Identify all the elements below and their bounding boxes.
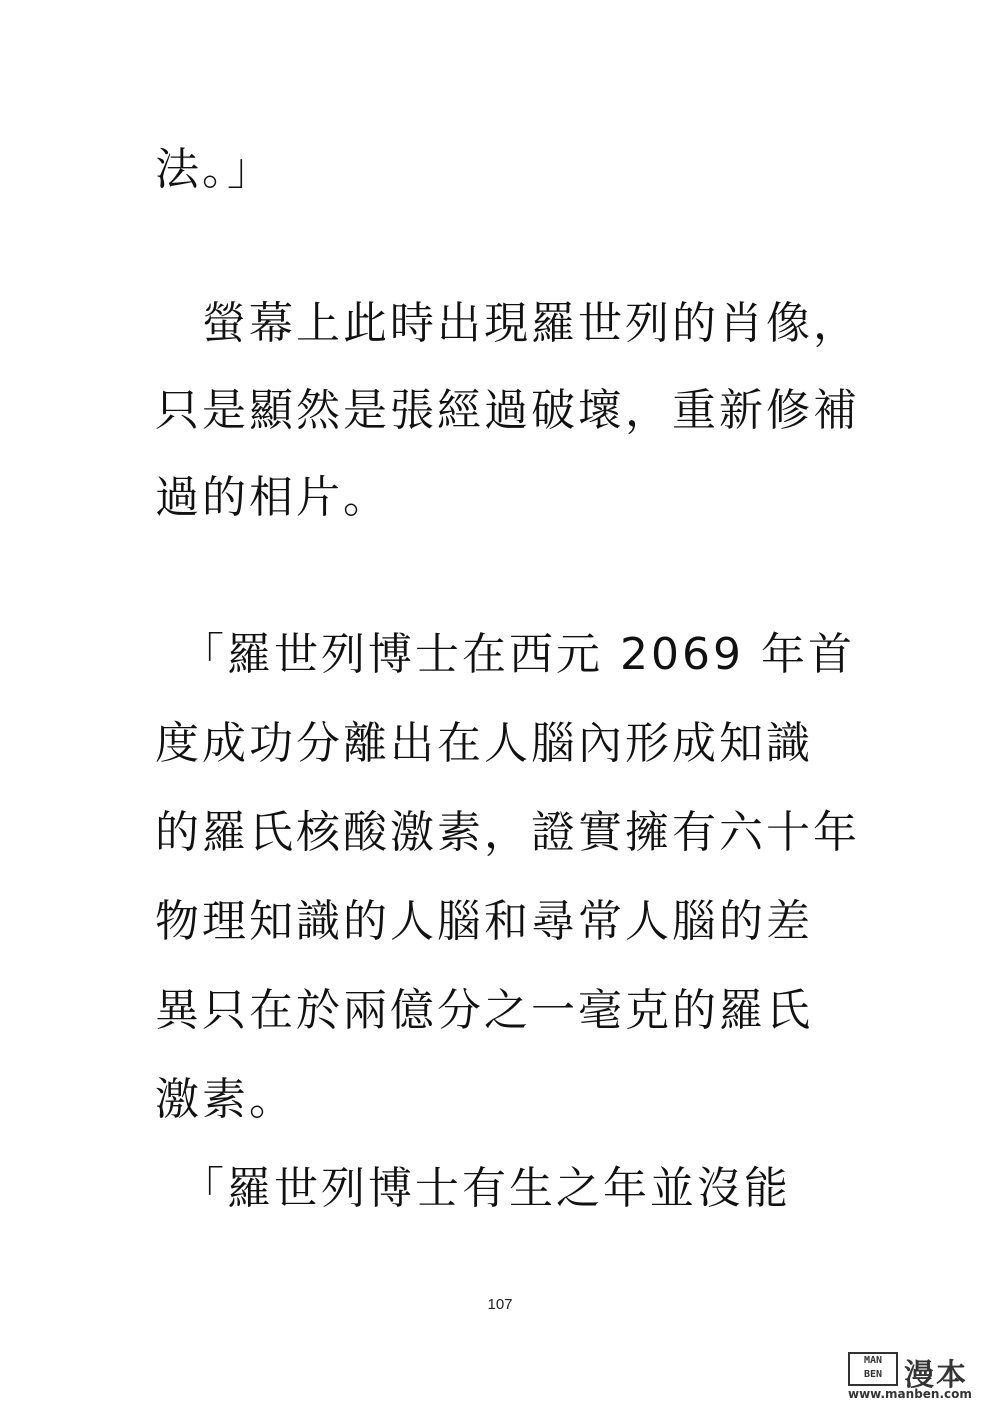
text-line: 物理知識的人腦和尋常人腦的差 xyxy=(155,896,813,947)
watermark-logo-top: MAN xyxy=(863,1355,883,1366)
text-line: 螢幕上此時出現羅世列的肖像， xyxy=(155,298,860,349)
text-line: 異只在於兩億分之一毫克的羅氏 xyxy=(155,985,813,1036)
text-line: 只是顯然是張經過破壞，重新修補 xyxy=(155,385,860,436)
text-line: 度成功分離出在人腦內形成知識 xyxy=(155,718,813,769)
watermark-title: 漫本 xyxy=(904,1358,968,1393)
watermark-url: www.manben.com xyxy=(848,1387,972,1401)
text-line: 過的相片。 xyxy=(155,472,390,523)
text-line: 「羅世列博士在西元 2069 年首 xyxy=(155,629,855,680)
watermark-logo xyxy=(848,1352,898,1386)
text-line: 的羅氏核酸激素，證實擁有六十年 xyxy=(155,807,860,858)
text-line: 「羅世列博士有生之年並沒能 xyxy=(155,1163,791,1214)
page-number: 107 xyxy=(487,1296,513,1313)
text-line: 法。」 xyxy=(155,144,274,195)
watermark xyxy=(848,1352,988,1402)
text-line: 激素。 xyxy=(155,1074,296,1125)
watermark-logo-bottom: BEN xyxy=(863,1369,883,1380)
